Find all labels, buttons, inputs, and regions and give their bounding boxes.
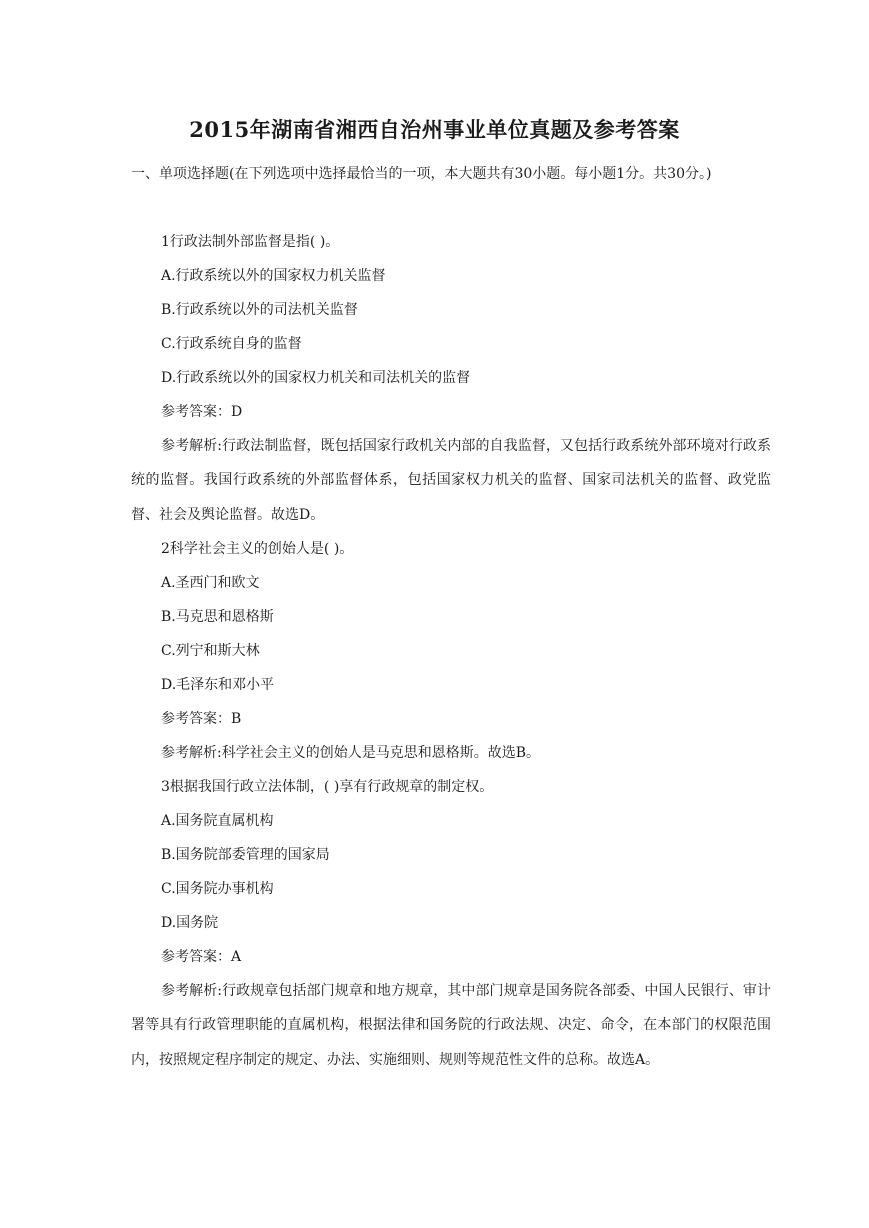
reference-explanation: 参考解析:科学社会主义的创始人是马克思和恩格斯。故选B。 — [161, 744, 541, 761]
reference-answer: 参考答案：A — [161, 949, 242, 966]
option-d: D.毛泽东和邓小平 — [161, 676, 275, 693]
question-3 — [131, 770, 771, 1077]
question-stem: 2科学社会主义的创始人是( )。 — [161, 540, 354, 557]
section-heading: 一、单项选择题(在下列选项中选择最恰当的一项，本大题共有30小题。每小题1分。共30分。) — [131, 166, 712, 182]
option-a: A.圣西门和欧文 — [161, 574, 260, 591]
reference-answer: 参考答案：D — [161, 404, 243, 420]
option-a: A.行政系统以外的国家权力机关监督 — [161, 268, 386, 284]
option-b: B.行政系统以外的司法机关监督 — [161, 302, 358, 318]
option-d: D.国务院 — [161, 915, 219, 932]
question-1 — [131, 225, 771, 532]
question-2 — [131, 532, 771, 770]
option-b: B.国务院部委管理的国家局 — [161, 847, 330, 864]
question-stem: 3根据我国行政立法体制，( )享有行政规章的制定权。 — [161, 779, 494, 796]
reference-explanation: 参考解析:行政规章包括部门规章和地方规章，其中部门规章是国务院各部委、中国人民银行、审计署等具有行政管理职能的直属机构，根据法律和国务院的行政法规、决定、命令，在本部门的权限范围内，按照规定程序制定的规定、办法、实施细则、规则等规范性文件的总称。故选A。 — [131, 983, 771, 1068]
question-list — [131, 225, 771, 1077]
option-a: A.国务院直属机构 — [161, 813, 274, 830]
page-title: 2015年湖南省湘西自治州事业单位真题及参考答案 — [189, 117, 680, 142]
reference-answer: 参考答案：B — [161, 710, 242, 727]
option-c: C.行政系统自身的监督 — [161, 336, 302, 352]
option-c: C.国务院办事机构 — [161, 881, 274, 898]
option-d: D.行政系统以外的国家权力机关和司法机关的监督 — [161, 370, 471, 386]
reference-explanation: 参考解析:行政法制监督，既包括国家行政机关内部的自我监督，又包括行政系统外部环境对行政系统的监督。我国行政系统的外部监督体系，包括国家权力机关的监督、国家司法机关的监督、政党监督、社会及舆论监督。故选D。 — [131, 438, 771, 523]
option-b: B.马克思和恩格斯 — [161, 608, 274, 625]
question-stem: 1行政法制外部监督是指( )。 — [161, 234, 340, 250]
option-c: C.列宁和斯大林 — [161, 642, 260, 659]
